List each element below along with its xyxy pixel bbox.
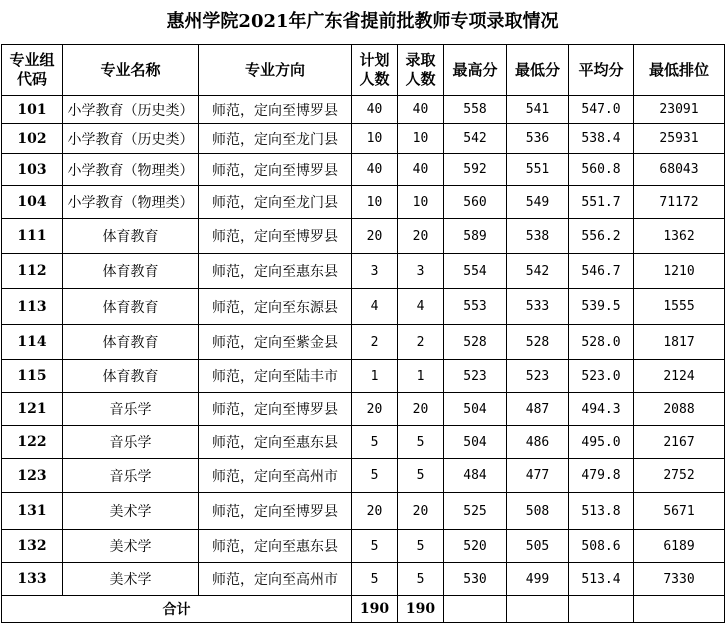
- direction-cell: 师范，定向至龙门县: [199, 124, 352, 154]
- plan-count-cell: 2: [352, 325, 398, 360]
- direction-cell: 师范，定向至高州市: [199, 563, 352, 596]
- max-score-cell: 558: [444, 96, 507, 124]
- max-score-cell: 554: [444, 254, 507, 289]
- avg-score-cell: 556.2: [569, 219, 634, 254]
- max-score-cell: 523: [444, 360, 507, 393]
- plan-count-cell: 5: [352, 426, 398, 459]
- admitted-count-cell: 1: [398, 360, 444, 393]
- plan-count-cell: 20: [352, 493, 398, 530]
- plan-count-cell: 5: [352, 563, 398, 596]
- min-score-cell: 551: [507, 154, 569, 186]
- admitted-count-cell: 20: [398, 219, 444, 254]
- admitted-count-cell: 3: [398, 254, 444, 289]
- min-rank-cell: 1817: [634, 325, 725, 360]
- major-name-cell: 美术学: [63, 563, 199, 596]
- admitted-count-cell: 5: [398, 563, 444, 596]
- min-score-cell: 538: [507, 219, 569, 254]
- header-min-score: 最低分: [507, 45, 569, 96]
- major-name-cell: 小学教育（历史类）: [63, 124, 199, 154]
- major-name-cell: 体育教育: [63, 219, 199, 254]
- table-row: [2, 219, 725, 254]
- min-rank-cell: 6189: [634, 530, 725, 563]
- min-score-cell: 533: [507, 289, 569, 325]
- header-admitted-count: 录取人数: [398, 45, 444, 96]
- min-score-cell: 486: [507, 426, 569, 459]
- avg-score-cell: 528.0: [569, 325, 634, 360]
- admitted-count-cell: 5: [398, 459, 444, 493]
- max-score-cell: 560: [444, 186, 507, 219]
- table-row: [2, 254, 725, 289]
- table-row: [2, 530, 725, 563]
- min-score-cell: 549: [507, 186, 569, 219]
- admitted-count-cell: 5: [398, 530, 444, 563]
- major-name-cell: 音乐学: [63, 426, 199, 459]
- direction-cell: 师范，定向至龙门县: [199, 186, 352, 219]
- min-rank-cell: 2167: [634, 426, 725, 459]
- avg-score-cell: 523.0: [569, 360, 634, 393]
- major-name-cell: 小学教育（物理类）: [63, 154, 199, 186]
- min-rank-cell: 25931: [634, 124, 725, 154]
- group-code-cell: 131: [2, 493, 63, 530]
- direction-cell: 师范，定向至博罗县: [199, 393, 352, 426]
- group-code-cell: 103: [2, 154, 63, 186]
- avg-score-cell: 560.8: [569, 154, 634, 186]
- group-code-cell: 114: [2, 325, 63, 360]
- max-score-cell: 530: [444, 563, 507, 596]
- plan-count-cell: 40: [352, 96, 398, 124]
- min-score-cell: 528: [507, 325, 569, 360]
- admitted-count-cell: 2: [398, 325, 444, 360]
- table-row: [2, 289, 725, 325]
- table-row: [2, 360, 725, 393]
- major-name-cell: 体育教育: [63, 360, 199, 393]
- major-name-cell: 美术学: [63, 493, 199, 530]
- admitted-count-cell: 40: [398, 154, 444, 186]
- plan-count-cell: 10: [352, 124, 398, 154]
- major-name-cell: 体育教育: [63, 254, 199, 289]
- header-max-score: 最高分: [444, 45, 507, 96]
- direction-cell: 师范，定向至惠东县: [199, 426, 352, 459]
- min-rank-cell: 2752: [634, 459, 725, 493]
- admitted-count-cell: 20: [398, 393, 444, 426]
- plan-count-cell: 4: [352, 289, 398, 325]
- admitted-count-cell: 4: [398, 289, 444, 325]
- direction-cell: 师范，定向至博罗县: [199, 96, 352, 124]
- group-code-cell: 115: [2, 360, 63, 393]
- header-major-name: 专业名称: [63, 45, 199, 96]
- avg-score-cell: 539.5: [569, 289, 634, 325]
- total-admitted-cell: 190: [398, 596, 444, 623]
- min-score-cell: 542: [507, 254, 569, 289]
- group-code-cell: 101: [2, 96, 63, 124]
- direction-cell: 师范，定向至紫金县: [199, 325, 352, 360]
- group-code-cell: 113: [2, 289, 63, 325]
- table-title: 惠州学院2021年广东省提前批教师专项录取情况: [166, 11, 559, 32]
- plan-count-cell: 1: [352, 360, 398, 393]
- group-code-cell: 121: [2, 393, 63, 426]
- table-row: [2, 493, 725, 530]
- min-rank-cell: 2124: [634, 360, 725, 393]
- plan-count-cell: 20: [352, 219, 398, 254]
- admitted-count-cell: 10: [398, 124, 444, 154]
- plan-count-cell: 5: [352, 459, 398, 493]
- group-code-cell: 111: [2, 219, 63, 254]
- empty-cell: [507, 596, 569, 623]
- table-row: [2, 459, 725, 493]
- direction-cell: 师范，定向至博罗县: [199, 219, 352, 254]
- max-score-cell: 504: [444, 426, 507, 459]
- group-code-cell: 123: [2, 459, 63, 493]
- min-rank-cell: 71172: [634, 186, 725, 219]
- table-row: [2, 325, 725, 360]
- min-score-cell: 508: [507, 493, 569, 530]
- admitted-count-cell: 10: [398, 186, 444, 219]
- direction-cell: 师范，定向至博罗县: [199, 493, 352, 530]
- table-row: [2, 96, 725, 124]
- min-rank-cell: 5671: [634, 493, 725, 530]
- table-row: [2, 393, 725, 426]
- avg-score-cell: 546.7: [569, 254, 634, 289]
- min-rank-cell: 1555: [634, 289, 725, 325]
- avg-score-cell: 479.8: [569, 459, 634, 493]
- group-code-cell: 122: [2, 426, 63, 459]
- min-score-cell: 477: [507, 459, 569, 493]
- total-row: [2, 596, 725, 623]
- plan-count-cell: 10: [352, 186, 398, 219]
- header-major-direction: 专业方向: [199, 45, 352, 96]
- direction-cell: 师范，定向至惠东县: [199, 530, 352, 563]
- empty-cell: [444, 596, 507, 623]
- max-score-cell: 525: [444, 493, 507, 530]
- table-body: [2, 96, 725, 623]
- plan-count-cell: 40: [352, 154, 398, 186]
- total-plan-cell: 190: [352, 596, 398, 623]
- major-name-cell: 美术学: [63, 530, 199, 563]
- min-score-cell: 541: [507, 96, 569, 124]
- min-rank-cell: 2088: [634, 393, 725, 426]
- empty-cell: [569, 596, 634, 623]
- major-name-cell: 小学教育（物理类）: [63, 186, 199, 219]
- table-row: [2, 186, 725, 219]
- direction-cell: 师范，定向至惠东县: [199, 254, 352, 289]
- group-code-cell: 133: [2, 563, 63, 596]
- major-name-cell: 音乐学: [63, 459, 199, 493]
- group-code-cell: 104: [2, 186, 63, 219]
- header-plan-count: 计划人数: [352, 45, 398, 96]
- avg-score-cell: 513.4: [569, 563, 634, 596]
- direction-cell: 师范，定向至东源县: [199, 289, 352, 325]
- min-rank-cell: 1210: [634, 254, 725, 289]
- major-name-cell: 体育教育: [63, 325, 199, 360]
- avg-score-cell: 508.6: [569, 530, 634, 563]
- avg-score-cell: 494.3: [569, 393, 634, 426]
- min-score-cell: 499: [507, 563, 569, 596]
- max-score-cell: 553: [444, 289, 507, 325]
- max-score-cell: 589: [444, 219, 507, 254]
- max-score-cell: 542: [444, 124, 507, 154]
- plan-count-cell: 20: [352, 393, 398, 426]
- table-row: [2, 124, 725, 154]
- max-score-cell: 504: [444, 393, 507, 426]
- table-row: [2, 154, 725, 186]
- plan-count-cell: 3: [352, 254, 398, 289]
- header-min-rank: 最低排位: [634, 45, 725, 96]
- header-avg-score: 平均分: [569, 45, 634, 96]
- direction-cell: 师范，定向至高州市: [199, 459, 352, 493]
- min-rank-cell: 1362: [634, 219, 725, 254]
- max-score-cell: 592: [444, 154, 507, 186]
- plan-count-cell: 5: [352, 530, 398, 563]
- table-row: [2, 426, 725, 459]
- header-group-code: 专业组代码: [2, 45, 63, 96]
- min-score-cell: 487: [507, 393, 569, 426]
- direction-cell: 师范，定向至博罗县: [199, 154, 352, 186]
- avg-score-cell: 513.8: [569, 493, 634, 530]
- min-rank-cell: 23091: [634, 96, 725, 124]
- group-code-cell: 132: [2, 530, 63, 563]
- avg-score-cell: 538.4: [569, 124, 634, 154]
- avg-score-cell: 547.0: [569, 96, 634, 124]
- avg-score-cell: 495.0: [569, 426, 634, 459]
- major-name-cell: 小学教育（历史类）: [63, 96, 199, 124]
- min-score-cell: 523: [507, 360, 569, 393]
- admission-table: [1, 44, 725, 623]
- header-row: [2, 45, 725, 96]
- max-score-cell: 520: [444, 530, 507, 563]
- min-score-cell: 536: [507, 124, 569, 154]
- min-rank-cell: 68043: [634, 154, 725, 186]
- avg-score-cell: 551.7: [569, 186, 634, 219]
- group-code-cell: 112: [2, 254, 63, 289]
- table-row: [2, 563, 725, 596]
- direction-cell: 师范，定向至陆丰市: [199, 360, 352, 393]
- empty-cell: [634, 596, 725, 623]
- min-score-cell: 505: [507, 530, 569, 563]
- total-label-cell: 合计: [2, 596, 352, 623]
- max-score-cell: 484: [444, 459, 507, 493]
- admitted-count-cell: 20: [398, 493, 444, 530]
- min-rank-cell: 7330: [634, 563, 725, 596]
- admitted-count-cell: 5: [398, 426, 444, 459]
- major-name-cell: 体育教育: [63, 289, 199, 325]
- major-name-cell: 音乐学: [63, 393, 199, 426]
- max-score-cell: 528: [444, 325, 507, 360]
- admitted-count-cell: 40: [398, 96, 444, 124]
- group-code-cell: 102: [2, 124, 63, 154]
